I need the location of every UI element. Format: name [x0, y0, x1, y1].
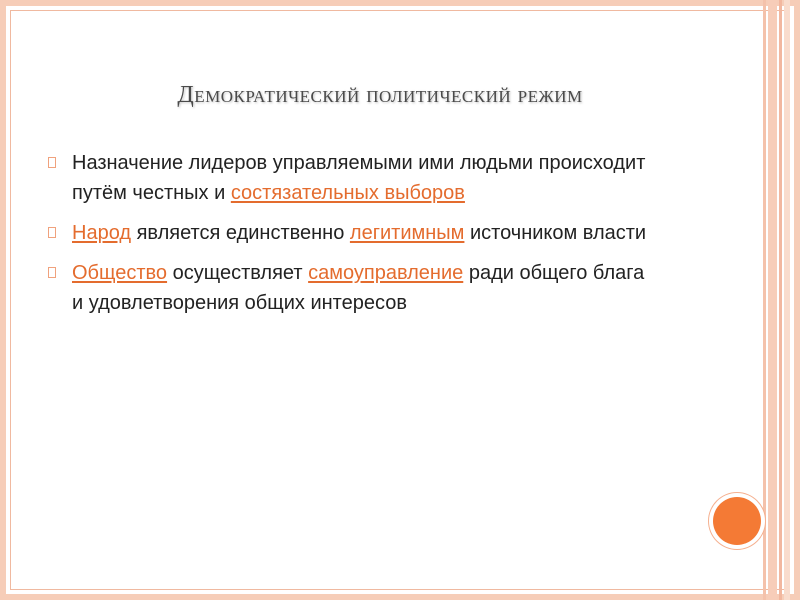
- bullet-item: [48, 218, 658, 248]
- bullet-text: источником власти: [464, 222, 647, 244]
- bullet-list: [48, 148, 658, 328]
- bullet-text: осуществляет: [167, 262, 309, 284]
- decor-stripe: [768, 0, 777, 600]
- link-people[interactable]: Народ: [72, 222, 132, 244]
- bullet-icon: [48, 267, 56, 278]
- decor-stripe: [784, 0, 790, 600]
- bullet-text: является единственно: [131, 222, 350, 244]
- bullet-item: [48, 148, 658, 208]
- decor-stripe: [763, 0, 766, 600]
- bullet-icon: [48, 157, 56, 168]
- decor-stripe: [779, 0, 782, 600]
- link-self-government[interactable]: самоуправление: [308, 262, 464, 284]
- bullet-item: [48, 258, 658, 318]
- bullet-text: ради общего блага и удовлетворения общих интересов: [72, 262, 645, 314]
- link-society[interactable]: Общество: [72, 262, 168, 284]
- bullet-text: Назначение лидеров управляемыми ими людьми происходит путём честных и: [72, 152, 646, 204]
- link-competitive-elections[interactable]: состязательных выборов: [230, 182, 465, 204]
- bullet-icon: [48, 227, 56, 238]
- link-legitimate[interactable]: легитимным: [349, 222, 465, 244]
- orange-circle-decoration: [713, 497, 761, 545]
- slide-title: Демократический политический режим: [177, 82, 583, 108]
